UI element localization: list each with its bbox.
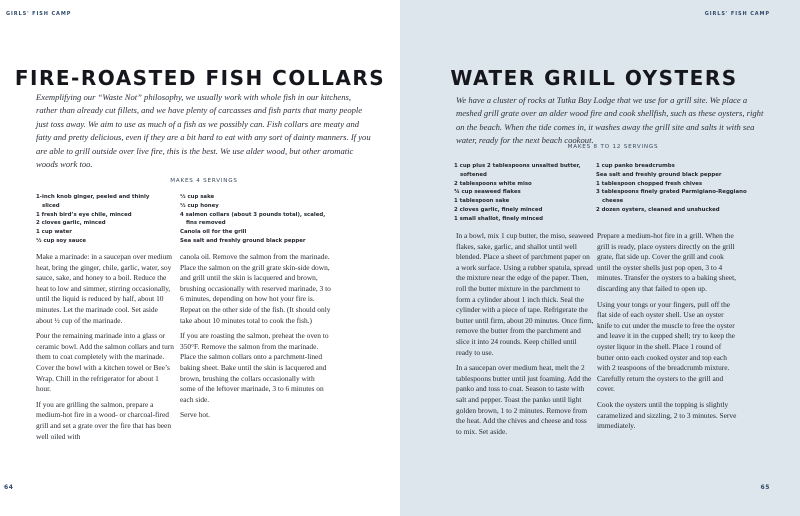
ingredient-item: 1 tablespoon chopped fresh chives	[596, 180, 703, 187]
running-head: GIRLS' FISH CAMP	[704, 11, 770, 17]
ingredient-item: 1 cup panko breadcrumbs	[596, 163, 675, 169]
recipe-intro: Exemplifying our “Waste Not” philosophy, we usually work with whole fish in our kitchens, rather than already cut fillets, and we have plenty of carcasses and fish parts that many people just toss away. We aim to use as much of a fish as we possibly can. Fish collars are meaty and fatty and pretty delicious, even if they are a bit hard to eat with any sort of dainty manners. If you are able to grill outside over live fire, this is the best. We use alder wood, but other aromatic woods work too.	[36, 92, 371, 170]
method-column	[597, 231, 737, 437]
ingredient-item: 1-inch knob ginger, peeled and thinly sliced	[36, 194, 150, 209]
recipe-title: WATER GRILL OYSTERS	[450, 66, 738, 90]
method-paragraph: If you are grilling the salmon, prepare a medium-hot fire in a wood- or charcoal-fired grill and set a grate over the fire that has been well oiled with	[36, 399, 172, 441]
ingredient-list	[454, 162, 592, 224]
ingredient-item: Sea salt and freshly ground black pepper	[596, 171, 722, 178]
method-paragraph: In a bowl, mix 1 cup butter, the miso, seaweed flakes, sake, garlic, and shallot until well blended. Place a sheet of parchment paper on a work surface. Using a rubber spatula, spread the mixture near the edge of the paper. Then, roll the butter mixture in the parchment to form a cylinder about 1 inch thick. Seal the cylinder with a piece of tape. Refrigerate the butter until firm, about 20 minutes. Once firm, remove the butter from the parchment and slice it into 24 rounds. Keep chilled until ready to use.	[456, 231, 594, 357]
ingredient-list	[596, 162, 760, 215]
ingredient-item: Sea salt and freshly ground black pepper	[180, 237, 306, 244]
page-number: 65	[760, 484, 770, 491]
ingredient-list	[180, 193, 330, 246]
ingredient-item: 1 small shallot, finely minced	[454, 215, 543, 222]
recipe-title: FIRE-ROASTED FISH COLLARS	[14, 66, 386, 90]
ingredient-item: ½ cup sake	[180, 194, 215, 200]
ingredient-list	[36, 193, 162, 246]
ingredient-item: ½ cup honey	[180, 202, 219, 209]
running-head: GIRLS' FISH CAMP	[6, 11, 72, 17]
page-number: 64	[4, 484, 14, 491]
method-column	[456, 231, 594, 442]
method-paragraph: Serve hot.	[180, 410, 210, 420]
method-paragraph: Using your tongs or your fingers, pull off the flat side of each oyster shell. Use an oyster knife to cut under the muscle to free the oyster and leave it in the cupped shell; try to keep the oyster liquor in the shell. Place 1 round of butter onto each cooked oyster and top each with 2 teaspoons of the breadcrumb mixture. Carefully return the oysters to the grill and cover.	[597, 299, 735, 394]
method-paragraph: Prepare a medium-hot fire in a grill. When the grill is ready, place oysters directly on the grill grate, flat side up. Cover the grill and cook until the oyster shells just pop open, 3 to 4 minutes. Transfer the oysters to a baking sheet, discarding any that failed to open up.	[597, 231, 736, 293]
method-column	[36, 252, 174, 447]
ingredient-item: 2 cloves garlic, minced	[36, 220, 106, 227]
ingredient-item: Canola oil for the grill	[180, 229, 247, 236]
ingredient-item: 2 dozen oysters, cleaned and unshucked	[596, 206, 720, 213]
right-page	[400, 0, 800, 516]
ingredient-item: 2 cloves garlic, finely minced	[454, 206, 543, 213]
ingredient-item: ¾ cup seaweed flakes	[454, 189, 521, 196]
ingredient-item: 4 salmon collars (about 3 pounds total), scaled, fins removed	[180, 211, 326, 227]
ingredient-item: 1 cup water	[36, 229, 72, 236]
ingredient-item: ½ cup soy sauce	[36, 237, 87, 244]
ingredient-item: 3 tablespoons finely grated Parmigiano-Reggiano cheese	[596, 189, 747, 205]
ingredient-item: 2 tablespoons white miso	[454, 180, 532, 187]
method-paragraph: Pour the remaining marinade into a glass or ceramic bowl. Add the salmon collars and turn them to coat completely with the marinade. Cover the bowl with a kitchen towel or Bee’s Wrap. Chill in the refrigerator for about 1 hour.	[36, 331, 174, 394]
method-column	[180, 252, 332, 426]
servings-label: MAKES 4 SERVINGS	[170, 178, 238, 184]
method-paragraph: canola oil. Remove the salmon from the marinade. Place the salmon on the grill grate skin-side down, and grill until the skin is lacquered and brown, brushing occasionally with reserved marinade, 3 to 6 minutes, depending on how hot your fire is. Repeat on the other side of the fish. (It should only take about 10 minutes total to cook the fish.)	[180, 252, 331, 325]
method-paragraph: Make a marinade: in a saucepan over medium heat, bring the ginger, chile, garlic, water, soy sauce, sake, and honey to a boil. Reduce the heat to low and simmer, stirring occasionally, until the liquid is reduced by half, about 10 minutes. Let the marinade cool. Set aside about ½ cup of the marinade.	[36, 252, 173, 325]
method-paragraph: Cook the oysters until the topping is slightly caramelized and sizzling, 2 to 3 minutes. Serve immediately.	[597, 399, 737, 431]
ingredient-item: 1 tablespoon sake	[454, 198, 510, 205]
servings-label: MAKES 8 TO 12 SERVINGS	[567, 144, 659, 150]
method-paragraph: In a saucepan over medium heat, melt the 2 tablespoons butter until just foaming. Add the panko and toss to coat. Season to taste with salt and pepper. Toast the panko until light golden brown, 1 to 2 minutes. Remove from the heat. Add the chives and cheese and toss to mix. Set aside.	[456, 363, 592, 436]
ingredient-item: 1 fresh bird’s eye chile, minced	[36, 211, 132, 218]
ingredient-item: 1 cup plus 2 tablespoons unsalted butter, softened	[454, 163, 581, 178]
method-paragraph: If you are roasting the salmon, preheat the oven to 350°F. Remove the salmon from the marinade. Place the salmon collars onto a parchment-lined baking sheet. Bake until the skin is lacquered and brown, brushing the collars occasionally with some of the leftover marinade, 3 to 6 minutes on each side.	[180, 331, 329, 404]
recipe-intro: We have a cluster of rocks at Tutka Bay Lodge that we use for a grill site. We place a meshed grill grate over an alder wood fire and cook shellfish, such as these oysters, right on the beach. When the tide comes in, it washes away the grill site and salts it with sea water, ready for the next beach cookout.	[456, 95, 764, 146]
